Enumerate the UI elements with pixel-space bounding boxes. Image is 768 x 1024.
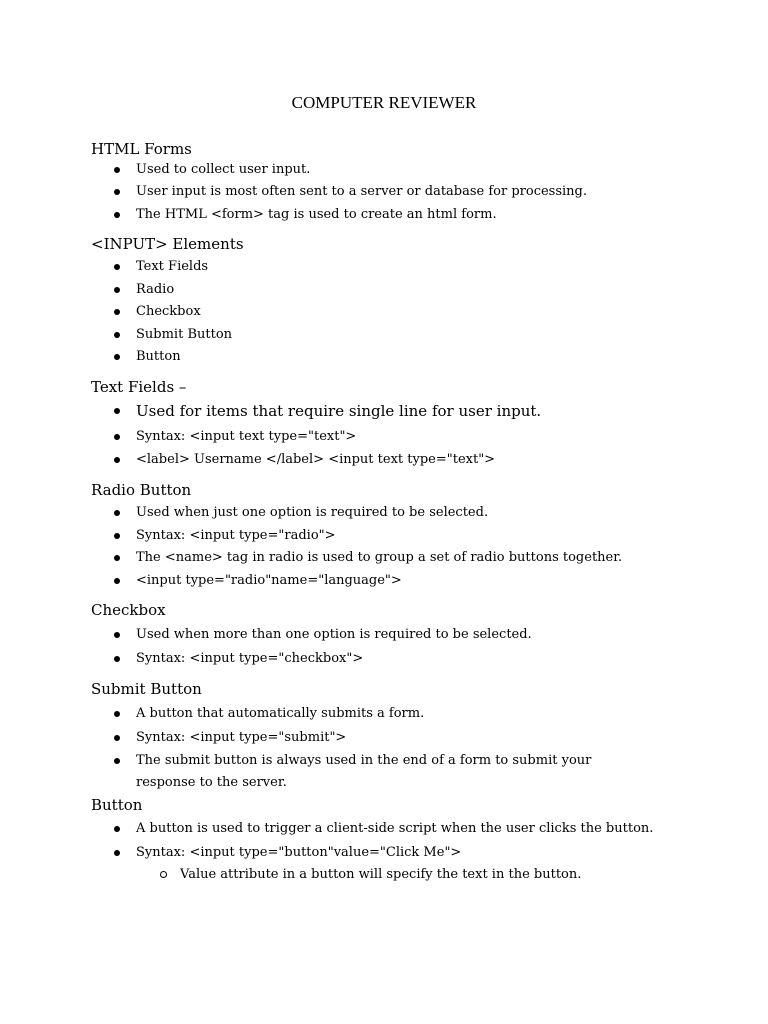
list-item: Used when more than one option is required to be selected. <box>136 627 532 642</box>
bullet-icon <box>114 555 120 561</box>
bullet-icon <box>114 711 120 717</box>
list-item: Button <box>136 349 181 364</box>
bullet-icon <box>114 287 120 293</box>
hollow-bullet-icon <box>160 871 167 878</box>
list-item: <input type="radio"name="language"> <box>136 573 402 588</box>
bullet-icon <box>114 758 120 764</box>
list-item: <label> Username </label> <input text type="text"> <box>136 452 496 467</box>
bullet-icon <box>114 212 120 218</box>
bullet-icon <box>114 264 120 270</box>
bullet-icon <box>114 189 120 195</box>
bullet-icon <box>114 457 120 463</box>
bullet-icon <box>114 167 120 173</box>
list-item: User input is most often sent to a server or database for processing. <box>136 184 588 199</box>
bullet-icon <box>114 578 120 584</box>
section-heading-input-elements: <INPUT> Elements <box>91 235 244 253</box>
document-title: COMPUTER REVIEWER <box>291 93 477 112</box>
bullet-icon <box>114 632 120 638</box>
bullet-icon <box>114 826 120 832</box>
bullet-icon <box>114 309 120 315</box>
list-item: Syntax: <input type="submit"> <box>136 730 347 745</box>
section-heading-html-forms: HTML Forms <box>91 140 192 158</box>
list-item: A button that automatically submits a form. <box>136 706 425 721</box>
list-item: The HTML <form> tag is used to create an html form. <box>136 207 497 222</box>
section-heading-submit-button: Submit Button <box>91 680 202 698</box>
list-item: Syntax: <input type="button"value="Click Me"> <box>136 845 462 860</box>
list-item: Used to collect user input. <box>136 162 311 177</box>
bullet-icon <box>114 354 120 360</box>
bullet-icon <box>114 408 120 414</box>
section-heading-button: Button <box>91 796 143 814</box>
list-item: Used for items that require single line for user input. <box>136 402 542 420</box>
list-item: Submit Button <box>136 327 233 342</box>
list-item: A button is used to trigger a client-side script when the user clicks the button. <box>136 821 654 836</box>
list-item: Syntax: <input type="checkbox"> <box>136 651 364 666</box>
bullet-icon <box>114 533 120 539</box>
list-item: Syntax: <input type="radio"> <box>136 528 336 543</box>
list-item: Checkbox <box>136 304 201 319</box>
bullet-icon <box>114 850 120 856</box>
list-item: Text Fields <box>136 259 209 274</box>
list-item: The <name> tag in radio is used to group a set of radio buttons together. <box>136 550 623 565</box>
bullet-icon <box>114 332 120 338</box>
section-heading-text-fields: Text Fields – <box>91 378 187 396</box>
bullet-icon <box>114 735 120 741</box>
section-heading-radio-button: Radio Button <box>91 481 192 499</box>
list-item: Radio <box>136 282 175 297</box>
bullet-icon <box>114 434 120 440</box>
bullet-icon <box>114 656 120 662</box>
bullet-icon <box>114 510 120 516</box>
list-item: Used when just one option is required to be selected. <box>136 505 489 520</box>
list-item: Syntax: <input text type="text"> <box>136 429 357 444</box>
sub-list-item: Value attribute in a button will specify the text in the button. <box>180 867 582 882</box>
section-heading-checkbox: Checkbox <box>91 601 166 619</box>
list-item: The submit button is always used in the end of a form to submit your response to the server. <box>136 753 592 790</box>
